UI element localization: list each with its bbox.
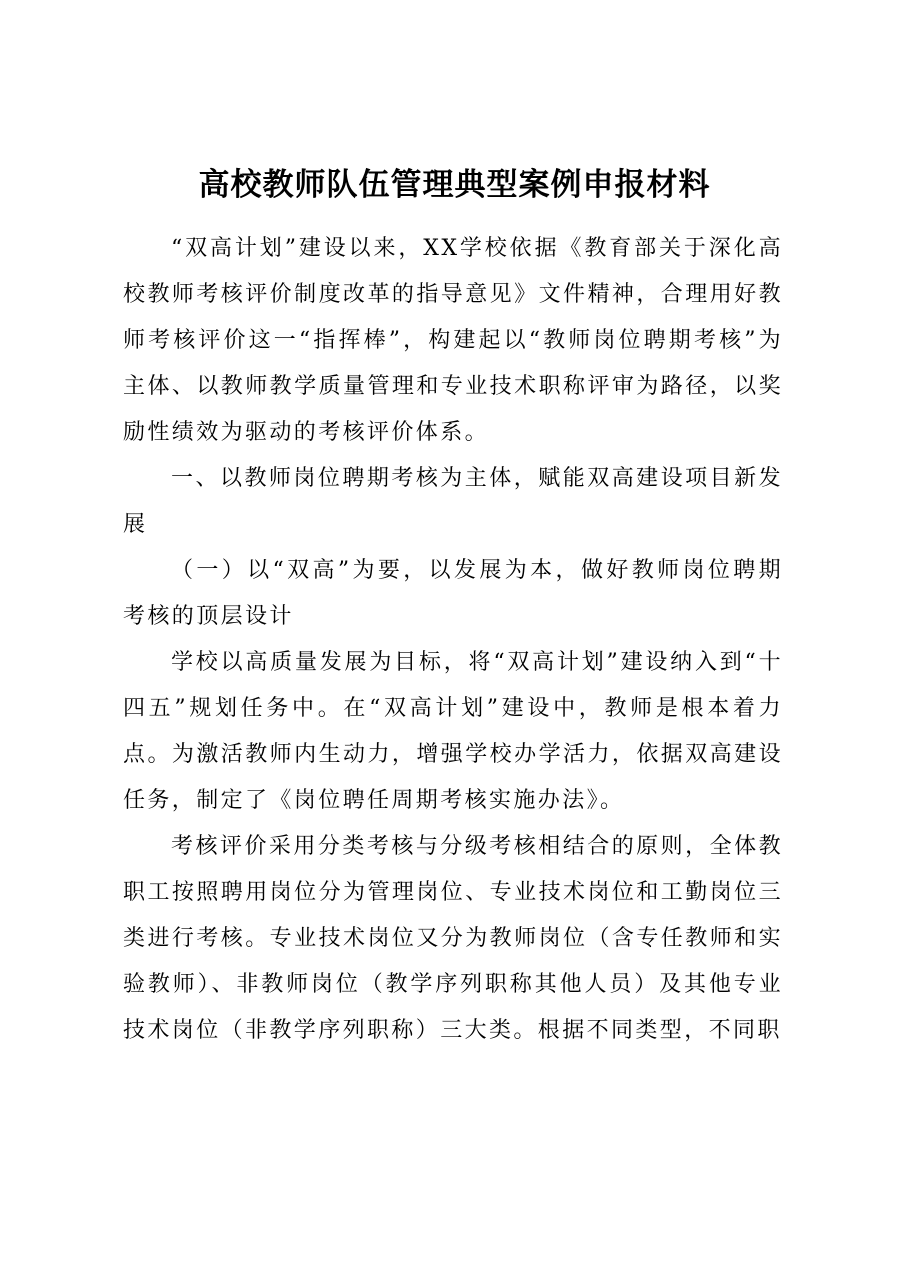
body-paragraph: 学校以高质量发展为目标，将“双高计划”建设纳入到“十四五”规划任务中。在“双高计划”建设中，教师是根本着力点。为激活教师内生动力，增强学校办学活力，依据双高建设任务，制定了《岗位聘任周期考核实施办法》。 bbox=[123, 650, 783, 813]
subsection-heading-1: （一）以“双高”为要，以发展为本，做好教师岗位聘期考核的顶层设计 bbox=[123, 558, 783, 629]
intro-paragraph: “双高计划”建设以来，XX学校依据《教育部关于深化高校教师考核评价制度改革的指导意见》文件精神，合理用好教师考核评价这一“指挥棒”，构建起以“教师岗位聘期考核”为主体、以教师教学质量管理和专业技术职称评审为路径，以奖励性绩效为驱动的考核评价体系。 bbox=[123, 236, 783, 445]
document-title: 高校教师队伍管理典型案例申报材料 bbox=[198, 167, 711, 203]
body-paragraph: 考核评价采用分类考核与分级考核相结合的原则，全体教职工按照聘用岗位分为管理岗位、专业技术岗位和工勤岗位三类进行考核。专业技术岗位又分为教师岗位（含专任教师和实验教师）、非教师岗位（教学序列职称其他人员）及其他专业技术岗位（非教学序列职称）三大类。根据不同类型，不同职 bbox=[123, 834, 783, 1043]
section-heading-1: 一、以教师岗位聘期考核为主体，赋能双高建设项目新发展 bbox=[123, 466, 783, 537]
document-body bbox=[123, 226, 783, 1054]
